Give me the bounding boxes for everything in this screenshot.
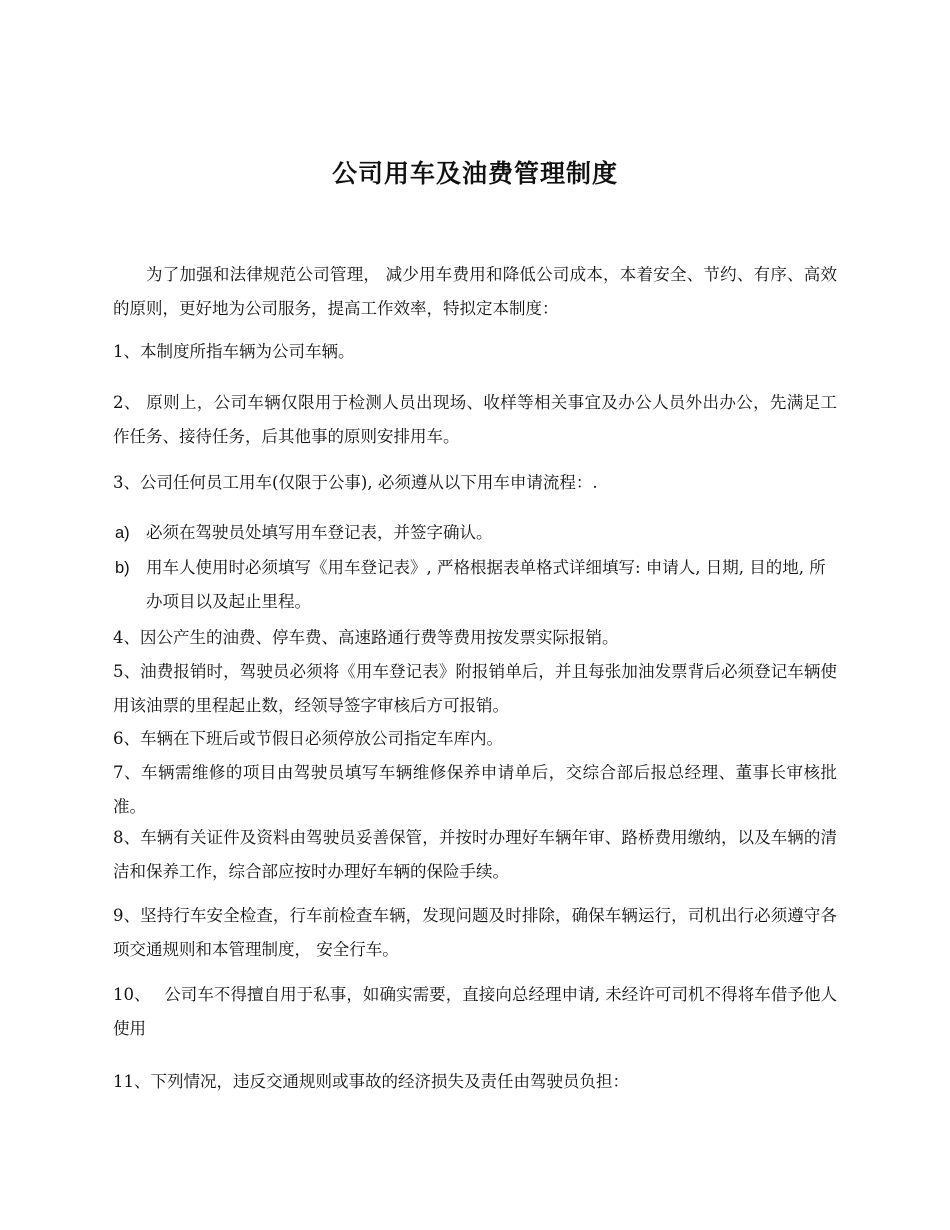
clause-3-sub-b (115, 551, 837, 619)
clause-7: 7、车辆需维修的项目由驾驶员填写车辆维修保养申请单后，交综合部后报总经理、董事长审核批准。 (113, 763, 837, 816)
clause-11: 11、下列情况，违反交通规则或事故的经济损失及责任由驾驶员负担： (113, 1072, 629, 1091)
clause-6: 6、车辆在下班后或节假日必须停放公司指定车库内。 (113, 729, 503, 748)
list-marker-b: b) (115, 559, 130, 577)
clause-10: 10、 公司车不得擅自用于私事，如确实需要，直接向总经理申请, 未经许可司机不得将车借予他人使用 (113, 985, 837, 1038)
clause-1: 1、本制度所指车辆为公司车辆。 (113, 342, 355, 361)
clause-9: 9、坚持行车安全检查，行车前检查车辆，发现问题及时排除，确保车辆运行，司机出行必须遵守各项交通规则和本管理制度， 安全行车。 (113, 906, 837, 959)
clause-5: 5、油费报销时，驾驶员必须将《用车登记表》附报销单后，并且每张加油发票背后必须登记车辆使用该油票的里程起止数，经领导签字审核后方可报销。 (113, 662, 837, 715)
clause-3-sub-a-text: 必须在驾驶员处填写用车登记表，并签字确认。 (146, 523, 493, 542)
intro-paragraph: 为了加强和法律规范公司管理， 减少用车费用和降低公司成本，本着安全、节约、有序、高效的原则，更好地为公司服务，提高工作效率，特拟定本制度： (113, 265, 837, 318)
list-marker-a: a) (115, 524, 130, 542)
clause-8: 8、车辆有关证件及资料由驾驶员妥善保管，并按时办理好车辆年审、路桥费用缴纳，以及车辆的清洁和保养工作，综合部应按时办理好车辆的保险手续。 (113, 828, 837, 881)
clause-3-sub-a (115, 516, 837, 550)
clause-3-sub-b-text: 用车人使用时必须填写《用车登记表》, 严格根据表单格式详细填写: 申请人, 日期, 目的地, 所办项目以及起止里程。 (146, 558, 826, 611)
document-title: 公司用车及油费管理制度 (331, 159, 618, 188)
clause-4: 4、因公产生的油费、停车费、高速路通行费等费用按发票实际报销。 (113, 628, 619, 647)
clause-3: 3、公司任何员工用车(仅限于公事), 必须遵从以下用车申请流程：. (113, 473, 598, 492)
clause-2: 2、 原则上，公司车辆仅限用于检测人员出现场、收样等相关事宜及办公人员外出办公，先满足工作任务、接待任务，后其他事的原则安排用车。 (113, 393, 837, 446)
